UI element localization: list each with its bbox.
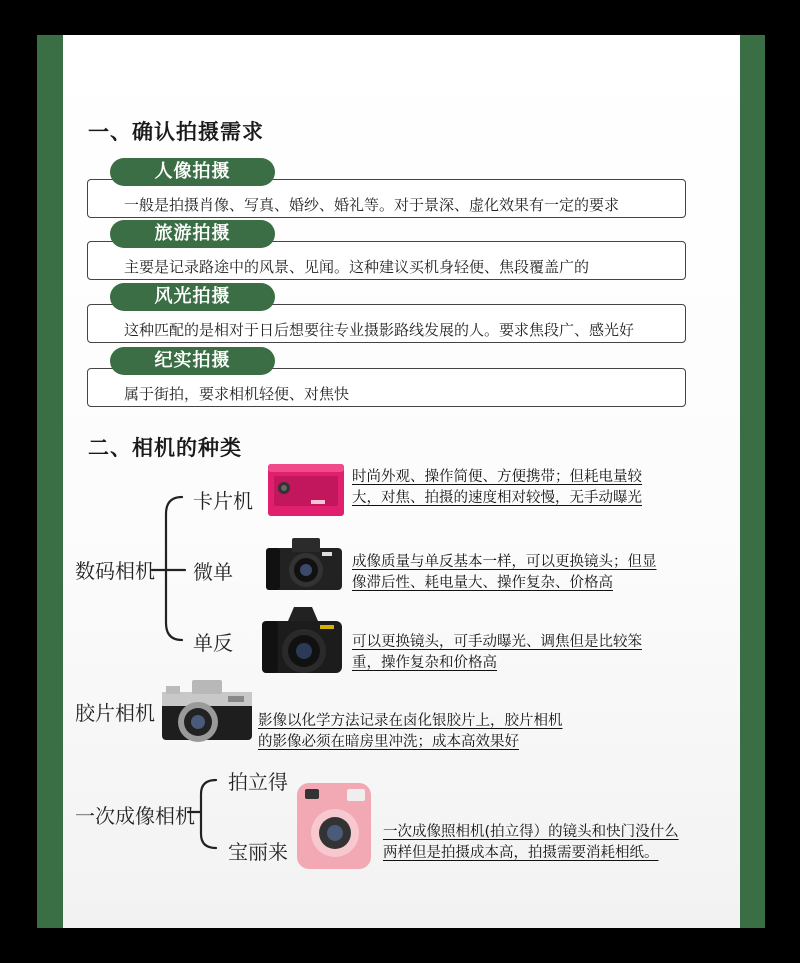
- mirrorless-desc: [352, 552, 657, 594]
- desc-line: 时尚外观、操作简便、方便携带；但耗电量较: [352, 469, 642, 485]
- desc-line: 可以更换镜头，可手动曝光、调焦但是比较笨: [352, 634, 642, 650]
- film-camera-desc: [258, 711, 563, 753]
- need-text: 一般是拍摄肖像、写真、婚纱、婚礼等。对于景深、虚化效果有一定的要求: [124, 196, 620, 214]
- dslr-desc: [352, 632, 642, 674]
- section-title-types: 二、相机的种类: [88, 436, 242, 460]
- label-instax: 拍立得: [228, 770, 288, 794]
- film-camera-image: [158, 676, 256, 750]
- label-polaroid: 宝丽来: [228, 840, 288, 864]
- desc-line: 成像质量与单反基本一样，可以更换镜头；但显: [352, 554, 657, 570]
- desc-line: 两样但是拍摄成本高，拍摄需要消耗相纸。: [383, 845, 659, 861]
- desc-line: 的影像必须在暗房里冲洗；成本高效果好: [258, 734, 519, 750]
- label-card-camera: 卡片机: [193, 489, 253, 513]
- card-camera-desc: [352, 467, 642, 509]
- instant-camera-image: [293, 779, 375, 873]
- need-title-travel: 旅游拍摄: [110, 220, 275, 248]
- desc-line: 像滞后性、耗电量大、操作复杂、价格高: [352, 575, 613, 591]
- need-text: 主要是记录路途中的风景、见闻。这种建议买机身轻便、焦段覆盖广的: [124, 258, 590, 276]
- section-title-needs: 一、确认拍摄需求: [88, 120, 264, 144]
- label-instant-camera: 一次成像相机: [75, 804, 195, 828]
- label-digital-camera: 数码相机: [75, 559, 155, 583]
- label-dslr: 单反: [193, 631, 233, 655]
- need-text: 这种匹配的是相对于日后想要往专业摄影路线发展的人。要求焦段广、感光好: [124, 321, 635, 339]
- need-title-landscape: 风光拍摄: [110, 283, 275, 311]
- label-mirrorless: 微单: [193, 560, 233, 584]
- card-camera-image: [266, 460, 346, 520]
- need-title-portrait: 人像拍摄: [110, 158, 275, 186]
- dslr-camera-image: [258, 603, 346, 681]
- need-text: 属于街拍，要求相机轻便、对焦快: [124, 385, 350, 403]
- desc-line: 一次成像照相机(拍立得）的镜头和快门没什么: [383, 824, 679, 840]
- desc-line: 重，操作复杂和价格高: [352, 655, 497, 671]
- instant-camera-desc: [383, 822, 679, 864]
- desc-line: 大，对焦、拍摄的速度相对较慢，无手动曝光: [352, 490, 642, 506]
- need-title-documentary: 纪实拍摄: [110, 347, 275, 375]
- desc-line: 影像以化学方法记录在卤化银胶片上，胶片相机: [258, 713, 563, 729]
- label-film-camera: 胶片相机: [75, 701, 155, 725]
- mirrorless-camera-image: [262, 536, 346, 594]
